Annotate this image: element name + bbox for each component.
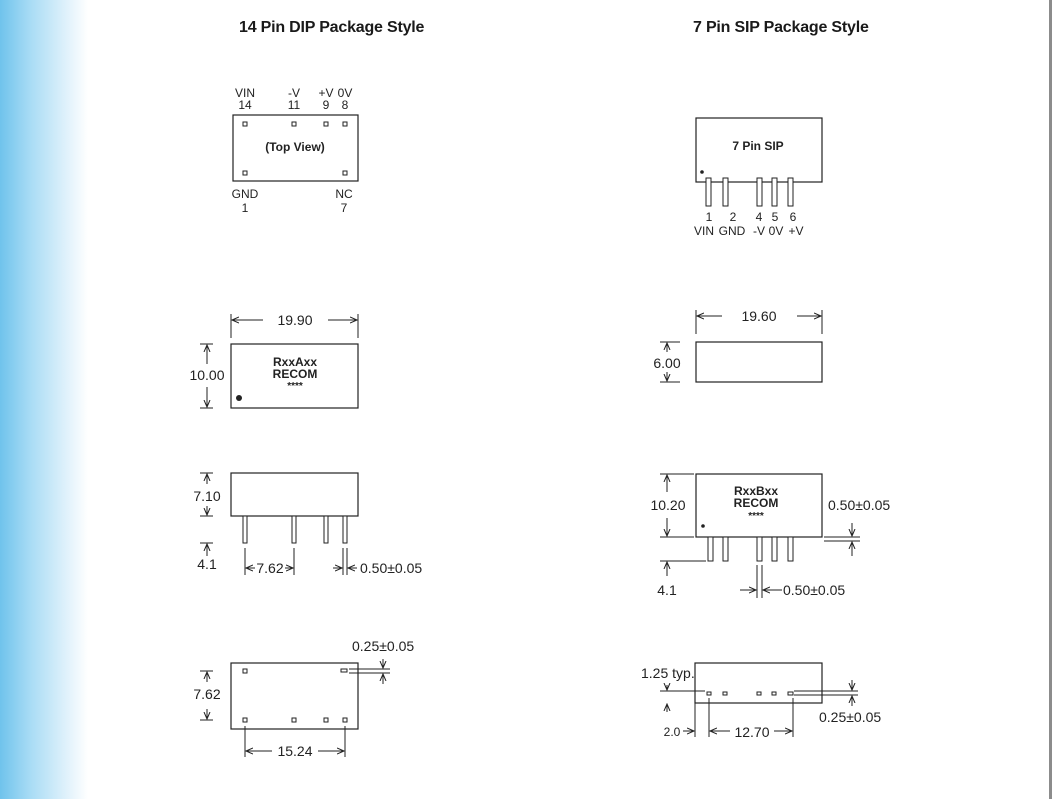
sip-pin-name-minus-v: -V — [753, 224, 765, 238]
sip-bottom-pad — [788, 692, 793, 695]
sip-front-pin — [723, 537, 728, 561]
sip-pin-number-5: 5 — [771, 210, 779, 224]
sip-heading: 7 Pin SIP Package Style — [693, 19, 869, 36]
sip-bottom-view — [641, 663, 881, 740]
sip-front-pin — [757, 537, 762, 561]
sip-marking-model: RxxBxx — [733, 484, 779, 498]
dip-height-dimension: 10.00 — [189, 367, 225, 383]
dip-bottom-pad — [341, 669, 347, 672]
sip-edge-dimension: 2.0 — [663, 725, 681, 739]
dip-front-view — [189, 312, 358, 408]
sip-marking-code: **** — [748, 511, 764, 522]
dip-marking-code: **** — [287, 381, 303, 392]
sip-front-pin — [772, 537, 777, 561]
dip-pin-name-nc: NC — [335, 187, 353, 201]
sip-top-dimension-view — [653, 308, 822, 382]
dip-pin-number-14: 14 — [238, 98, 252, 112]
dip-pin-name-0v: 0V — [337, 86, 353, 100]
dip-heading: 14 Pin DIP Package Style — [239, 19, 425, 36]
dip-pin-name-gnd: GND — [231, 187, 259, 201]
sip-pin — [757, 178, 762, 206]
sip-pin-width-dimension-side: 0.50±0.05 — [828, 497, 891, 513]
sip-pin — [788, 178, 793, 206]
dip-pin-pad — [343, 122, 347, 126]
dip-pin-number-11: 11 — [287, 98, 301, 112]
dip-pin-pad — [243, 122, 247, 126]
sip-marking-brand: RECOM — [733, 496, 779, 510]
dip-bottom-pad — [292, 718, 296, 722]
dip-pin-pad — [343, 171, 347, 175]
dip-pin-number-1: 1 — [241, 201, 249, 215]
dip-side-view — [193, 473, 422, 576]
sip-front-pin — [708, 537, 713, 561]
sip-bottom-pad — [707, 692, 711, 695]
dip-bottom-pad — [243, 718, 247, 722]
sip-pin-number-6: 6 — [789, 210, 797, 224]
dip-side-height-dimension: 7.10 — [193, 488, 221, 504]
dip-pin-length-dimension: 4.1 — [197, 556, 217, 572]
pin1-marker-dot — [701, 524, 705, 528]
sip-top-view — [694, 118, 822, 238]
dip-top-view — [232, 86, 358, 215]
sip-pin-number-2: 2 — [729, 210, 737, 224]
sip-bottom-pad — [772, 692, 776, 695]
dip-bottom-pad — [243, 669, 247, 673]
dip-pin-pad — [292, 122, 296, 126]
sip-pin — [706, 178, 711, 206]
dip-pin-pad — [243, 171, 247, 175]
dip-pin-name-vin: VIN — [234, 86, 256, 100]
dip-bottom-pad — [324, 718, 328, 722]
sip-pin-length-dimension: 4.1 — [657, 582, 677, 598]
sip-pin-number-1: 1 — [705, 210, 713, 224]
dip-side-body — [231, 473, 358, 516]
sip-width-dimension: 19.60 — [741, 308, 777, 324]
dip-pitch-dimension: 7.62 — [256, 560, 284, 576]
dip-bottom-pad — [343, 718, 347, 722]
dip-width-dimension: 19.90 — [277, 312, 313, 328]
dip-marking-brand: RECOM — [272, 367, 318, 381]
dip-length-dimension: 15.24 — [277, 743, 313, 759]
sip-pin-number-4: 4 — [755, 210, 763, 224]
dip-bottom-view — [193, 638, 414, 759]
dip-pin-thickness-dimension: 0.25±0.05 — [352, 638, 415, 654]
sip-bottom-pad — [723, 692, 727, 695]
sip-pin-name-plus-v: +V — [788, 224, 804, 238]
dip-top-view-label: (Top View) — [265, 140, 325, 154]
dip-row-spacing-dimension: 7.62 — [193, 686, 221, 702]
dip-marking-model: RxxAxx — [272, 355, 318, 369]
sip-top-view-label: 7 Pin SIP — [732, 139, 784, 153]
dip-pin-pad — [324, 122, 328, 126]
sip-front-pin — [788, 537, 793, 561]
sip-front-view — [650, 474, 890, 598]
dip-pin-number-8: 8 — [341, 98, 349, 112]
dip-side-pin — [292, 516, 296, 543]
dip-pin-number-9: 9 — [322, 98, 330, 112]
sip-pin — [723, 178, 728, 206]
sip-bottom-pad — [757, 692, 761, 695]
sip-pin — [772, 178, 777, 206]
sip-bottom-body — [695, 663, 822, 703]
sip-pin-name-gnd: GND — [718, 224, 746, 238]
dip-pin-number-7: 7 — [340, 201, 348, 215]
pin1-marker-dot — [236, 395, 242, 401]
sip-pin-width-dimension-bottom: 0.50±0.05 — [783, 582, 846, 598]
dip-side-pin — [343, 516, 347, 543]
dip-side-pin — [324, 516, 328, 543]
dip-pin-name-plus-v: +V — [318, 86, 334, 100]
dip-side-pin — [243, 516, 247, 543]
pin1-marker-dot — [700, 170, 704, 174]
sip-offset-dimension: 1.25 typ. — [641, 665, 695, 681]
sip-pin-name-vin: VIN — [693, 224, 715, 238]
sip-length-dimension: 12.70 — [734, 724, 770, 740]
sip-pin-name-0v: 0V — [768, 224, 784, 238]
sip-height-dimension: 10.20 — [650, 497, 686, 513]
dip-pin-width-dimension: 0.50±0.05 — [360, 560, 423, 576]
sip-top-body-outline — [696, 342, 822, 382]
sip-depth-dimension: 6.00 — [653, 355, 681, 371]
sip-pin-thickness-dimension: 0.25±0.05 — [819, 709, 882, 725]
dip-pin-name-minus-v: -V — [288, 86, 300, 100]
